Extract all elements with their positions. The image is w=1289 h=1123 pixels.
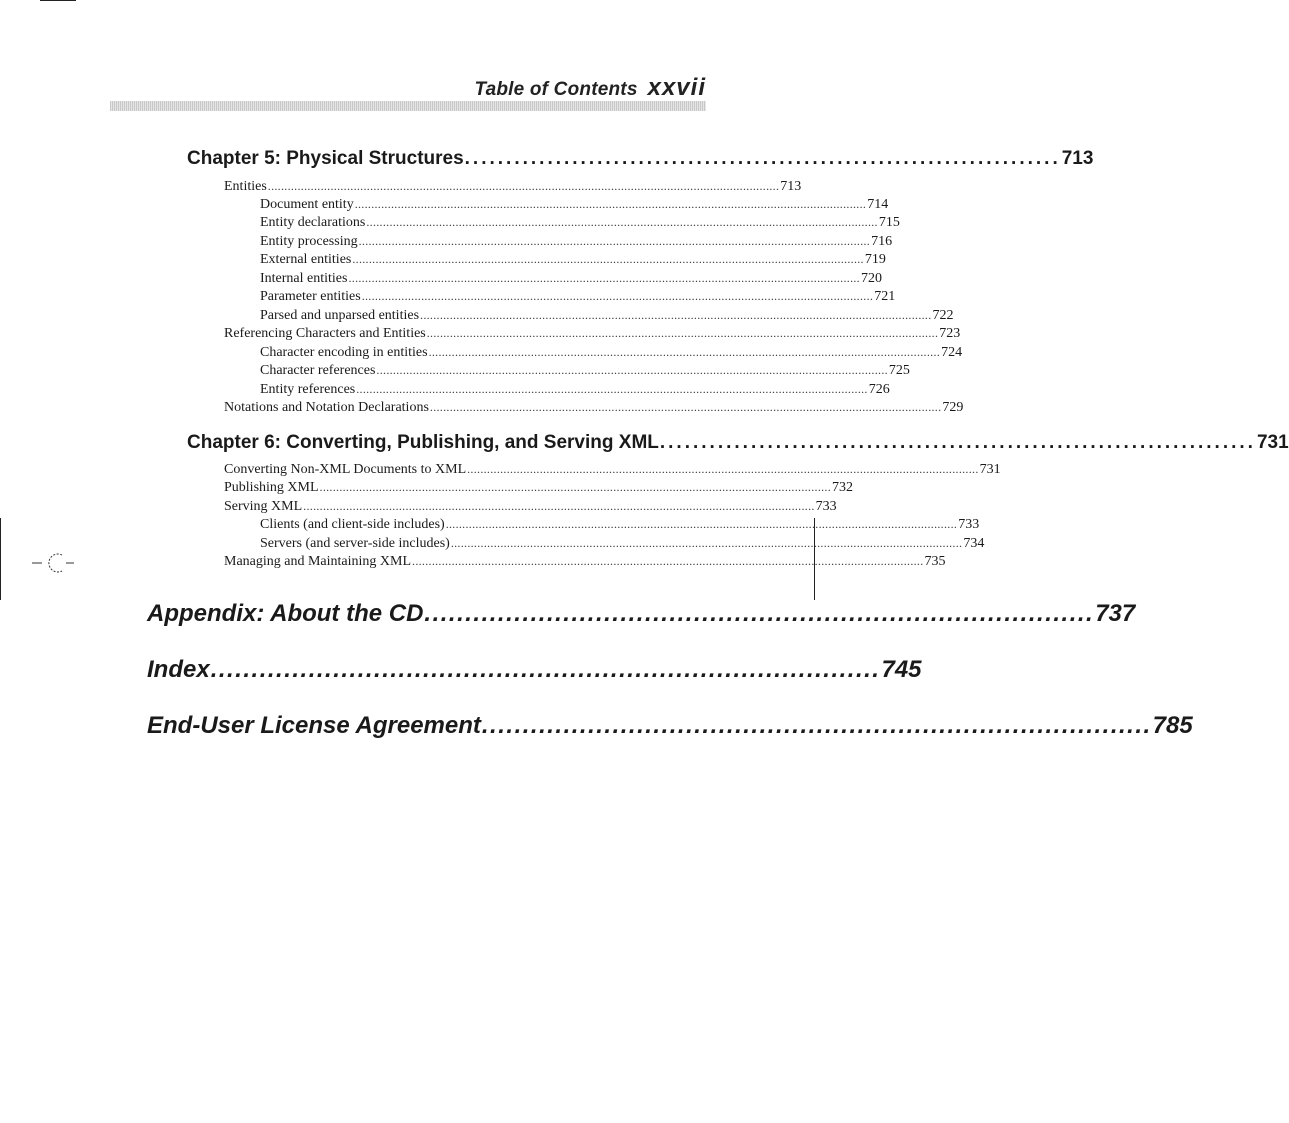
part-page: 785 bbox=[1152, 712, 1193, 739]
toc-entry[interactable]: Referencing Characters and Entities ........................................................................................................................................................... 723 bbox=[224, 326, 961, 341]
part-page: 737 bbox=[1095, 600, 1136, 627]
toc-entry[interactable]: Notations and Notation Declarations ........................................................................................................................................................... 729 bbox=[224, 400, 964, 415]
chapter-title: Chapter 6: Converting, Publishing, and Serving XML bbox=[187, 432, 659, 453]
toc-license[interactable] bbox=[147, 712, 1193, 746]
toc-entry[interactable]: Entity declarations ........................................................................................................................................................... 715 bbox=[260, 215, 900, 230]
registration-mark-icon bbox=[22, 548, 82, 578]
toc-entry[interactable]: Internal entities ........................................................................................................................................................... 720 bbox=[260, 271, 882, 286]
toc-appendix[interactable] bbox=[147, 600, 1136, 634]
dot-leader: .................................................................................. bbox=[424, 600, 1095, 627]
crop-mark-left bbox=[0, 518, 1, 600]
toc-entry[interactable]: Publishing XML ........................................................................................................................................................... 732 bbox=[224, 480, 854, 495]
running-head: Table of Contents bbox=[474, 79, 638, 100]
part-title: End-User License Agreement bbox=[147, 712, 481, 739]
toc-entry[interactable]: Serving XML ........................................................................................................................................................... 733 bbox=[224, 499, 837, 514]
page-number: xxvii bbox=[647, 74, 706, 101]
crop-mark-top bbox=[40, 0, 76, 1]
toc-entry[interactable]: Converting Non-XML Documents to XML ........................................................................................................................................................... 731 bbox=[224, 462, 1001, 477]
dot-leader: .................................................................................. bbox=[210, 656, 881, 683]
toc-entry[interactable]: Servers (and server-side includes) ........................................................................................................................................................... 734 bbox=[260, 536, 985, 551]
page-header bbox=[110, 74, 706, 102]
toc-entry[interactable]: Document entity ........................................................................................................................................................... 714 bbox=[260, 197, 889, 212]
toc-entry[interactable]: Parsed and unparsed entities ........................................................................................................................................................... 722 bbox=[260, 308, 954, 323]
part-title: Appendix: About the CD bbox=[147, 600, 424, 627]
dot-leader: ........................................................................ bbox=[464, 148, 1061, 169]
header-rule bbox=[110, 101, 706, 111]
toc-chapter-5[interactable] bbox=[187, 148, 1094, 174]
toc-entry[interactable]: Clients (and client-side includes) ........................................................................................................................................................... 733 bbox=[260, 517, 980, 532]
toc-entry[interactable]: Entities ........................................................................................................................................................... 713 bbox=[224, 179, 802, 194]
dot-leader: ........................................................................ bbox=[659, 432, 1256, 453]
toc-chapter-6[interactable] bbox=[187, 432, 1289, 458]
dot-leader: .................................................................................. bbox=[481, 712, 1152, 739]
chapter-page: 713 bbox=[1061, 148, 1094, 169]
toc-entry[interactable]: Managing and Maintaining XML ........................................................................................................................................................... 735 bbox=[224, 554, 946, 569]
toc-entry[interactable]: Character encoding in entities ........................................................................................................................................................... 724 bbox=[260, 345, 963, 360]
toc-entry[interactable]: External entities ........................................................................................................................................................... 719 bbox=[260, 252, 886, 267]
toc-entry[interactable]: Character references ........................................................................................................................................................... 725 bbox=[260, 363, 910, 378]
toc-entry[interactable]: Entity references ........................................................................................................................................................... 726 bbox=[260, 382, 890, 397]
toc-entry[interactable]: Entity processing ........................................................................................................................................................... 716 bbox=[260, 234, 893, 249]
toc-entry[interactable]: Parameter entities ........................................................................................................................................................... 721 bbox=[260, 289, 896, 304]
toc-index[interactable] bbox=[147, 656, 922, 690]
part-page: 745 bbox=[881, 656, 922, 683]
chapter-page: 731 bbox=[1256, 432, 1289, 453]
part-title: Index bbox=[147, 656, 210, 683]
chapter-title: Chapter 5: Physical Structures bbox=[187, 148, 464, 169]
